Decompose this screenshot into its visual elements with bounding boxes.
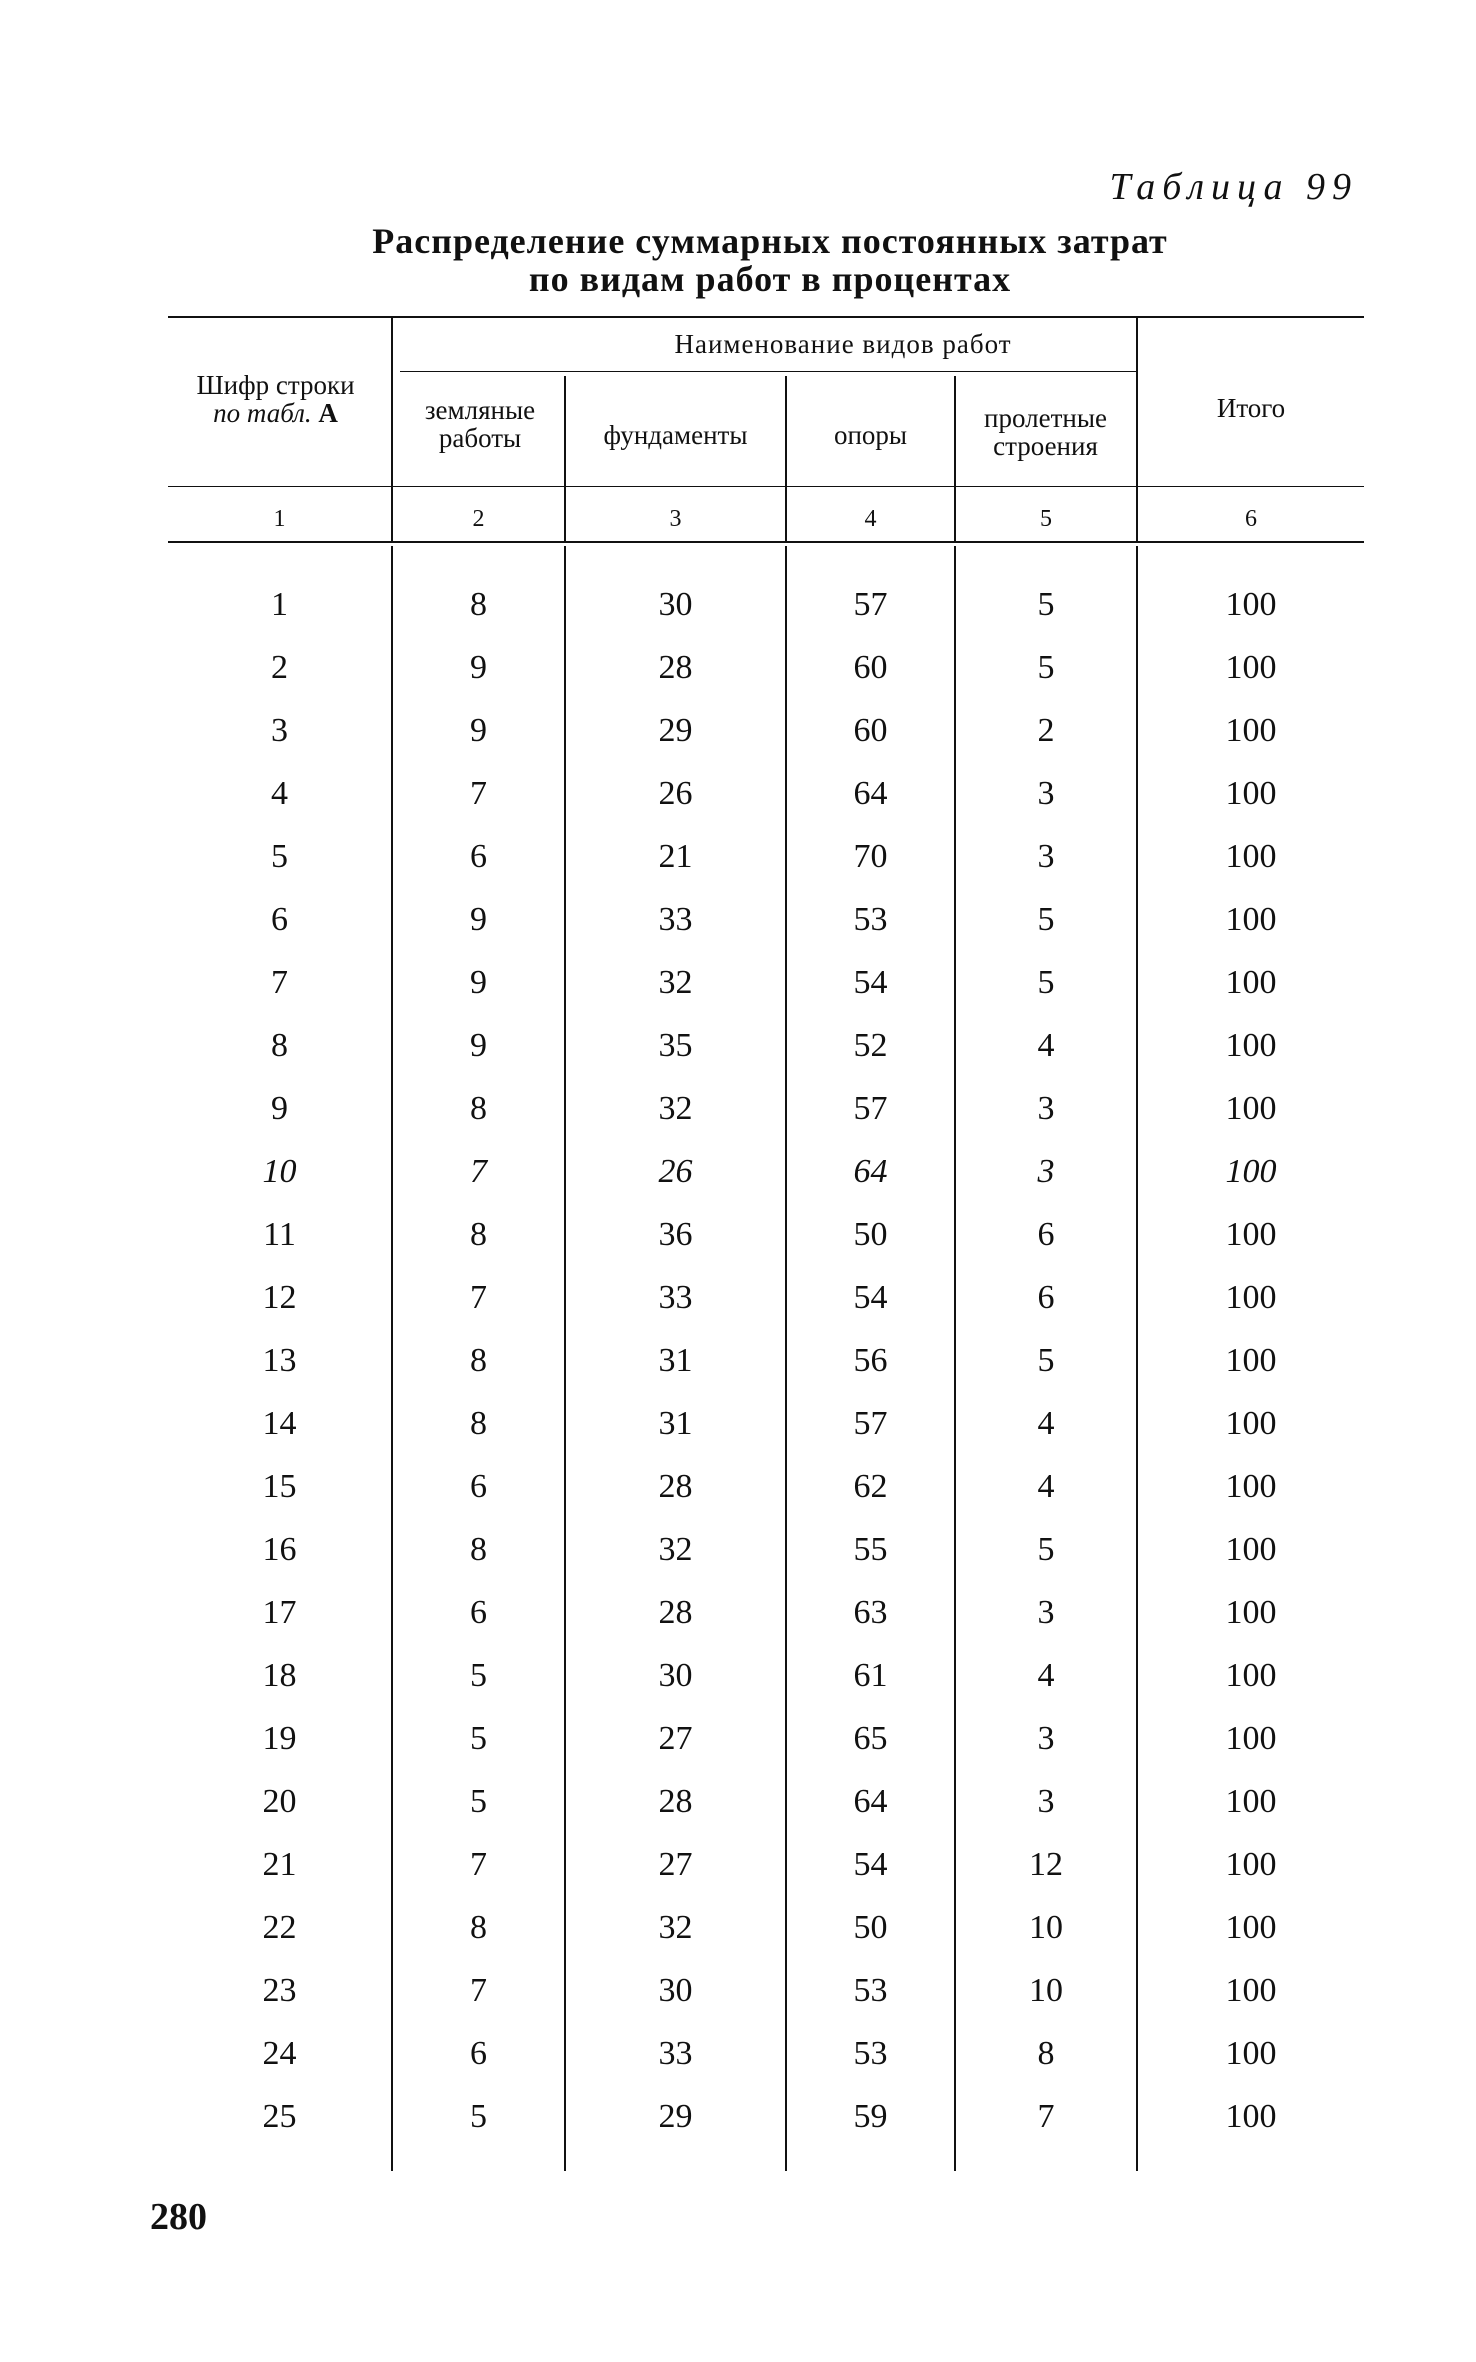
supports-cell: 60 [853,712,888,749]
table-row [168,762,1364,825]
table-row [168,699,1364,762]
earth-works-cell: 7 [470,775,487,812]
table-label: Таблица 99 [1109,166,1358,208]
total-cell: 100 [1225,1153,1277,1190]
spans-cell: 3 [1037,775,1055,812]
earth-works-cell: 8 [470,1090,487,1127]
total-cell: 100 [1225,586,1277,623]
code-cell: 17 [262,1594,297,1631]
spans-cell: 3 [1037,1720,1055,1757]
total-cell: 100 [1225,1594,1277,1631]
earth-works-header: земляные работы [424,395,536,453]
code-cell: 4 [271,775,288,812]
foundations-cell: 32 [658,1090,693,1127]
foundations-cell: 27 [658,1720,693,1757]
spans-cell: 4 [1037,1405,1055,1442]
table-row [168,888,1364,951]
supports-header: опоры [833,420,908,450]
table-row [168,1581,1364,1644]
spans-cell: 2 [1037,712,1055,749]
table-top-rule [168,316,1364,318]
table-row [168,1266,1364,1329]
supports-cell: 59 [853,2098,888,2135]
supports-cell: 56 [853,1342,888,1379]
code-cell: 8 [271,1027,288,1064]
supports-cell: 53 [853,901,888,938]
code-cell: 6 [271,901,288,938]
spans-cell: 6 [1037,1216,1055,1253]
earth-works-cell: 8 [470,1405,487,1442]
total-cell: 100 [1225,1846,1277,1883]
foundations-cell: 31 [658,1405,693,1442]
earth-works-cell: 6 [470,1594,487,1631]
foundations-cell: 32 [658,1531,693,1568]
code-cell: 25 [262,2098,297,2135]
spans-cell: 3 [1037,1783,1055,1820]
table-row [168,825,1364,888]
total-cell: 100 [1225,838,1277,875]
column-number-3: 3 [669,506,682,532]
foundations-cell: 28 [658,1468,693,1505]
group-header-rule [400,371,1136,372]
foundations-cell: 33 [658,901,693,938]
total-cell: 100 [1225,964,1277,1001]
earth-works-cell: 5 [470,1720,487,1757]
table-row [168,1077,1364,1140]
header-bottom-rule [168,486,1364,487]
total-cell: 100 [1225,1027,1277,1064]
total-cell: 100 [1225,1720,1277,1757]
earth-works-cell: 7 [470,1846,487,1883]
total-cell: 100 [1225,1216,1277,1253]
code-cell: 22 [262,1909,297,1946]
supports-cell: 64 [853,1783,888,1820]
page-number: 280 [150,2196,207,2238]
supports-cell: 55 [853,1531,888,1568]
code-cell: 24 [262,2035,297,2072]
table-row [168,573,1364,636]
spans-cell: 8 [1037,2035,1055,2072]
foundations-cell: 30 [658,1657,693,1694]
foundations-cell: 27 [658,1846,693,1883]
work-types-group-header: Наименование видов работ [674,329,1012,359]
supports-cell: 64 [853,1153,888,1190]
cost-distribution-table [168,316,1364,2171]
table-row [168,1203,1364,1266]
spans-cell: 5 [1037,964,1055,1001]
supports-cell: 57 [853,586,888,623]
table-row [168,1392,1364,1455]
supports-cell: 53 [853,1972,888,2009]
code-cell: 18 [262,1657,297,1694]
earth-works-cell: 6 [470,838,487,875]
foundations-cell: 28 [658,1783,693,1820]
code-header-letter: А [318,398,338,428]
total-cell: 100 [1225,775,1277,812]
foundations-cell: 30 [658,586,693,623]
earth-works-cell: 8 [470,1909,487,1946]
table-row [168,1833,1364,1896]
spans-cell: 4 [1037,1468,1055,1505]
table-row [168,1329,1364,1392]
table-row [168,1014,1364,1077]
table-body [168,573,1364,2148]
supports-cell: 53 [853,2035,888,2072]
spans-cell: 5 [1037,586,1055,623]
table-title [270,222,1270,298]
spans-cell: 6 [1037,1279,1055,1316]
code-cell: 10 [262,1153,297,1190]
foundations-cell: 30 [658,1972,693,2009]
total-cell: 100 [1225,901,1277,938]
supports-cell: 65 [853,1720,888,1757]
code-cell: 20 [262,1783,297,1820]
column-number-rule [168,541,1364,543]
supports-cell: 57 [853,1090,888,1127]
total-cell: 100 [1225,1342,1277,1379]
code-cell: 3 [271,712,288,749]
earth-works-cell: 8 [470,1216,487,1253]
supports-cell: 57 [853,1405,888,1442]
total-cell: 100 [1225,1279,1277,1316]
spans-cell: 10 [1029,1972,1063,2009]
supports-cell: 64 [853,775,888,812]
total-cell: 100 [1225,712,1277,749]
column-number-2: 2 [472,506,485,532]
earth-works-cell: 9 [470,649,487,686]
code-header-line-2: по табл. А [213,398,338,428]
foundations-cell: 28 [658,1594,693,1631]
foundations-cell: 31 [658,1342,693,1379]
code-cell: 9 [271,1090,288,1127]
spans-cell: 5 [1037,901,1055,938]
supports-cell: 54 [853,964,888,1001]
total-cell: 100 [1225,2035,1277,2072]
supports-cell: 60 [853,649,888,686]
code-cell: 15 [262,1468,297,1505]
foundations-cell: 26 [658,1153,693,1190]
table-row [168,1707,1364,1770]
table-row [168,1896,1364,1959]
spans-cell: 3 [1037,1090,1055,1127]
code-cell: 2 [271,649,288,686]
total-cell: 100 [1225,1405,1277,1442]
total-cell: 100 [1225,649,1277,686]
code-cell: 13 [262,1342,297,1379]
spans-header: пролетные строения [984,403,1107,461]
earth-works-cell: 9 [470,1027,487,1064]
supports-cell: 70 [853,838,888,875]
table-row [168,2022,1364,2085]
table-row [168,636,1364,699]
earth-works-cell: 9 [470,964,487,1001]
code-cell: 14 [262,1405,297,1442]
earth-works-cell: 5 [470,1657,487,1694]
foundations-cell: 21 [658,838,693,875]
total-header: Итого [1216,393,1286,423]
table-row [168,1518,1364,1581]
code-cell: 1 [271,586,288,623]
earth-works-cell: 6 [470,1468,487,1505]
foundations-cell: 32 [658,1909,693,1946]
code-cell: 11 [263,1216,296,1253]
supports-cell: 50 [853,1909,888,1946]
earth-works-cell: 9 [470,712,487,749]
supports-cell: 61 [853,1657,888,1694]
total-cell: 100 [1225,1657,1277,1694]
code-cell: 21 [262,1846,297,1883]
foundations-cell: 33 [658,2035,693,2072]
table-row [168,1644,1364,1707]
code-header-line-1: Шифр строки [196,370,355,400]
total-cell: 100 [1225,1909,1277,1946]
code-cell: 19 [262,1720,297,1757]
foundations-cell: 29 [658,2098,693,2135]
foundations-cell: 33 [658,1279,693,1316]
table-row [168,1959,1364,2022]
earth-works-cell: 8 [470,1342,487,1379]
spans-cell: 10 [1029,1909,1063,1946]
table-row [168,951,1364,1014]
code-column-header [168,371,383,427]
column-number-4: 4 [864,506,877,532]
supports-cell: 50 [853,1216,888,1253]
spans-cell: 3 [1037,838,1055,875]
spans-cell: 4 [1037,1027,1055,1064]
column-number-5: 5 [1040,506,1052,532]
foundations-cell: 29 [658,712,693,749]
foundations-header: фундаменты [603,420,748,450]
foundations-cell: 26 [658,775,693,812]
column-number-6: 6 [1245,506,1257,532]
code-cell: 16 [262,1531,297,1568]
total-cell: 100 [1225,1468,1277,1505]
spans-cell: 3 [1037,1594,1055,1631]
earth-works-cell: 7 [470,1972,487,2009]
supports-cell: 54 [853,1279,888,1316]
foundations-cell: 32 [658,964,693,1001]
earth-works-cell: 8 [470,1531,487,1568]
title-line-2: по видам работ в процентах [528,259,1012,299]
table-row [168,2085,1364,2148]
table-row [168,1455,1364,1518]
total-cell: 100 [1225,1783,1277,1820]
foundations-cell: 36 [658,1216,693,1253]
spans-cell: 7 [1037,2098,1055,2135]
total-cell: 100 [1225,1531,1277,1568]
supports-cell: 63 [853,1594,888,1631]
earth-works-cell: 7 [470,1279,487,1316]
earth-works-cell: 8 [470,586,487,623]
code-cell: 12 [262,1279,297,1316]
earth-works-cell: 6 [470,2035,487,2072]
title-line-1: Распределение суммарных постоянных затрат [372,221,1168,261]
supports-cell: 62 [853,1468,888,1505]
earth-works-cell: 5 [470,1783,487,1820]
code-cell: 5 [271,838,288,875]
earth-works-cell: 7 [470,1153,487,1190]
table-row [168,1770,1364,1833]
earth-works-cell: 9 [470,901,487,938]
spans-cell: 3 [1037,1153,1055,1190]
supports-cell: 54 [853,1846,888,1883]
spans-cell: 5 [1037,649,1055,686]
code-cell: 23 [262,1972,297,2009]
table-row [168,1140,1364,1203]
spans-cell: 5 [1037,1531,1055,1568]
column-number-1: 1 [273,506,286,532]
total-cell: 100 [1225,2098,1277,2135]
supports-cell: 52 [853,1027,888,1064]
foundations-cell: 35 [658,1027,693,1064]
spans-cell: 4 [1037,1657,1055,1694]
code-cell: 7 [271,964,288,1001]
spans-cell: 12 [1029,1846,1063,1883]
spans-cell: 5 [1037,1342,1055,1379]
total-cell: 100 [1225,1972,1277,2009]
foundations-cell: 28 [658,649,693,686]
earth-works-cell: 5 [470,2098,487,2135]
total-cell: 100 [1225,1090,1277,1127]
